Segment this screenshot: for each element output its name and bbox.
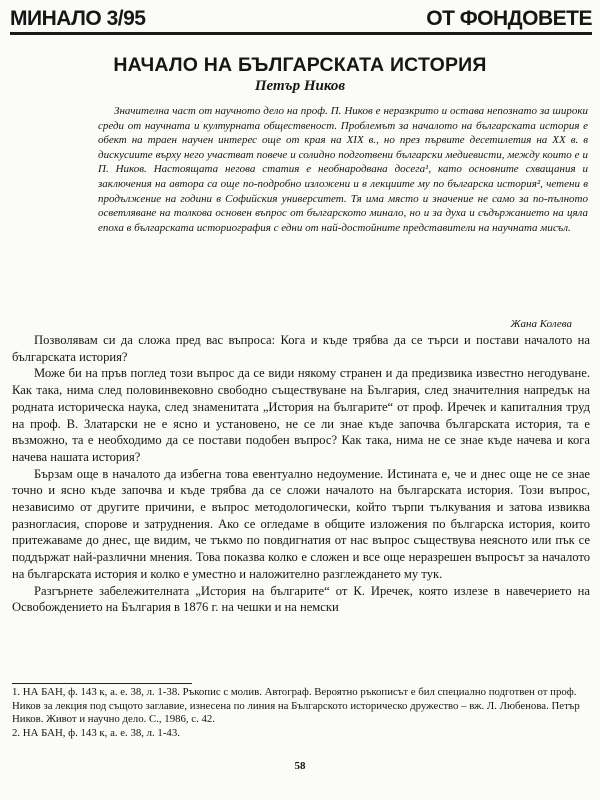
- article-author: Петър Ников: [254, 78, 346, 94]
- body-paragraph: Може би на пръв поглед този въпрос да се види някому странен и да предизвика известно негодуване. Как така, нима след половинвековно свободно съществуване на България, след значителния напредък на родната историческа наука, след знаменитата „История на българите“ от проф. Иречек и капиталния труд на проф. В. Златарски не е ясно и установено, не се ли знае къде започва българската история, та е възможно, та е необходимо да се постави подобен въпрос? Как така, нима не се знае къде начева и кога начева нашата история?: [12, 366, 590, 464]
- editorial-introduction: [98, 104, 588, 235]
- intro-signature: Жана Колева: [510, 318, 572, 330]
- running-header: [10, 2, 592, 35]
- body-paragraph: Разгърнете забележителната „История на българите“ от К. Иречек, която излезе в навечерието на Освобождението на България в 1876 г. на чешки и на немски: [12, 583, 590, 615]
- article-title: НАЧАЛО НА БЪЛГАРСКАТА ИСТОРИЯ: [113, 54, 487, 76]
- page-number: 58: [294, 760, 306, 772]
- footnote: 2. НА БАН, ф. 143 к, а. е. 38, л. 1-43.: [12, 727, 180, 740]
- footnote-divider: [12, 683, 192, 684]
- footnote: 1. НА БАН, ф. 143 к, а. е. 38, л. 1-38. Ръкопис с молив. Автограф. Вероятно ръкописът е бил специално подготвен от проф. Ников за лекция под същото заглавие, изнесена по линия на Българското историческо дружество – вж. Л. Любенова. Петър Ников. Живот и научно дело. С., 1986, с. 42.: [12, 686, 580, 726]
- article-body: [12, 332, 590, 616]
- intro-paragraph: Значителна част от научното дело на проф. П. Ников е неразкрито и остава непознато за широки среди от научната и културната общественост. Проблемът за началото на българската история е обект на траен научен интерес още от края на XIX в., но през първите десетилетия на XX в. в дискусиите върху него участват повече и солидно подготвени български медиевисти, между които е и П. Ников. Настоящата негова статия е необнародвана досега¹, като основните схващания и заключения на автора са още по-подробно изложени и в лекциите му по българска история², четени в продължение на години в Софийския университет. Тя има място и значение не само за по-пълното осветляване на толкова основен въпрос от българското минало, но и за духа и съдържанието на цяла епоха в българската историография с едни от най-достойните представители на научната мисъл.: [98, 105, 588, 234]
- journal-issue: МИНАЛО 3/95: [10, 7, 146, 30]
- section-name: ОТ ФОНДОВЕТЕ: [426, 7, 592, 30]
- body-paragraph: Бързам още в началото да избегна това евентуално недоумение. Истината е, че и днес още не се знае точно и ясно къде започва и къде трябва да се сложи началото на българската история. Този въпрос, независимо от другите причини, е въпрос методологически, който търпи тълкувания и затова извиква разногласия, спорове и затруднения. Ако се огледаме в общите изложения по българска история, които притежаваме до днес, ще видим, че тъкмо по повдигнатия от нас въпрос съществува неясното или пък се поддържат най-различни мнения. Това показва колко е сложен и все още неразрешен въпросът за началото на българската история и колко е уместно и наложително разглеждането му тук.: [12, 466, 590, 581]
- footnotes: [12, 686, 590, 741]
- body-paragraph: Позволявам си да сложа пред вас въпроса: Кога и къде трябва да се търси и постави началото на българската история?: [12, 333, 590, 364]
